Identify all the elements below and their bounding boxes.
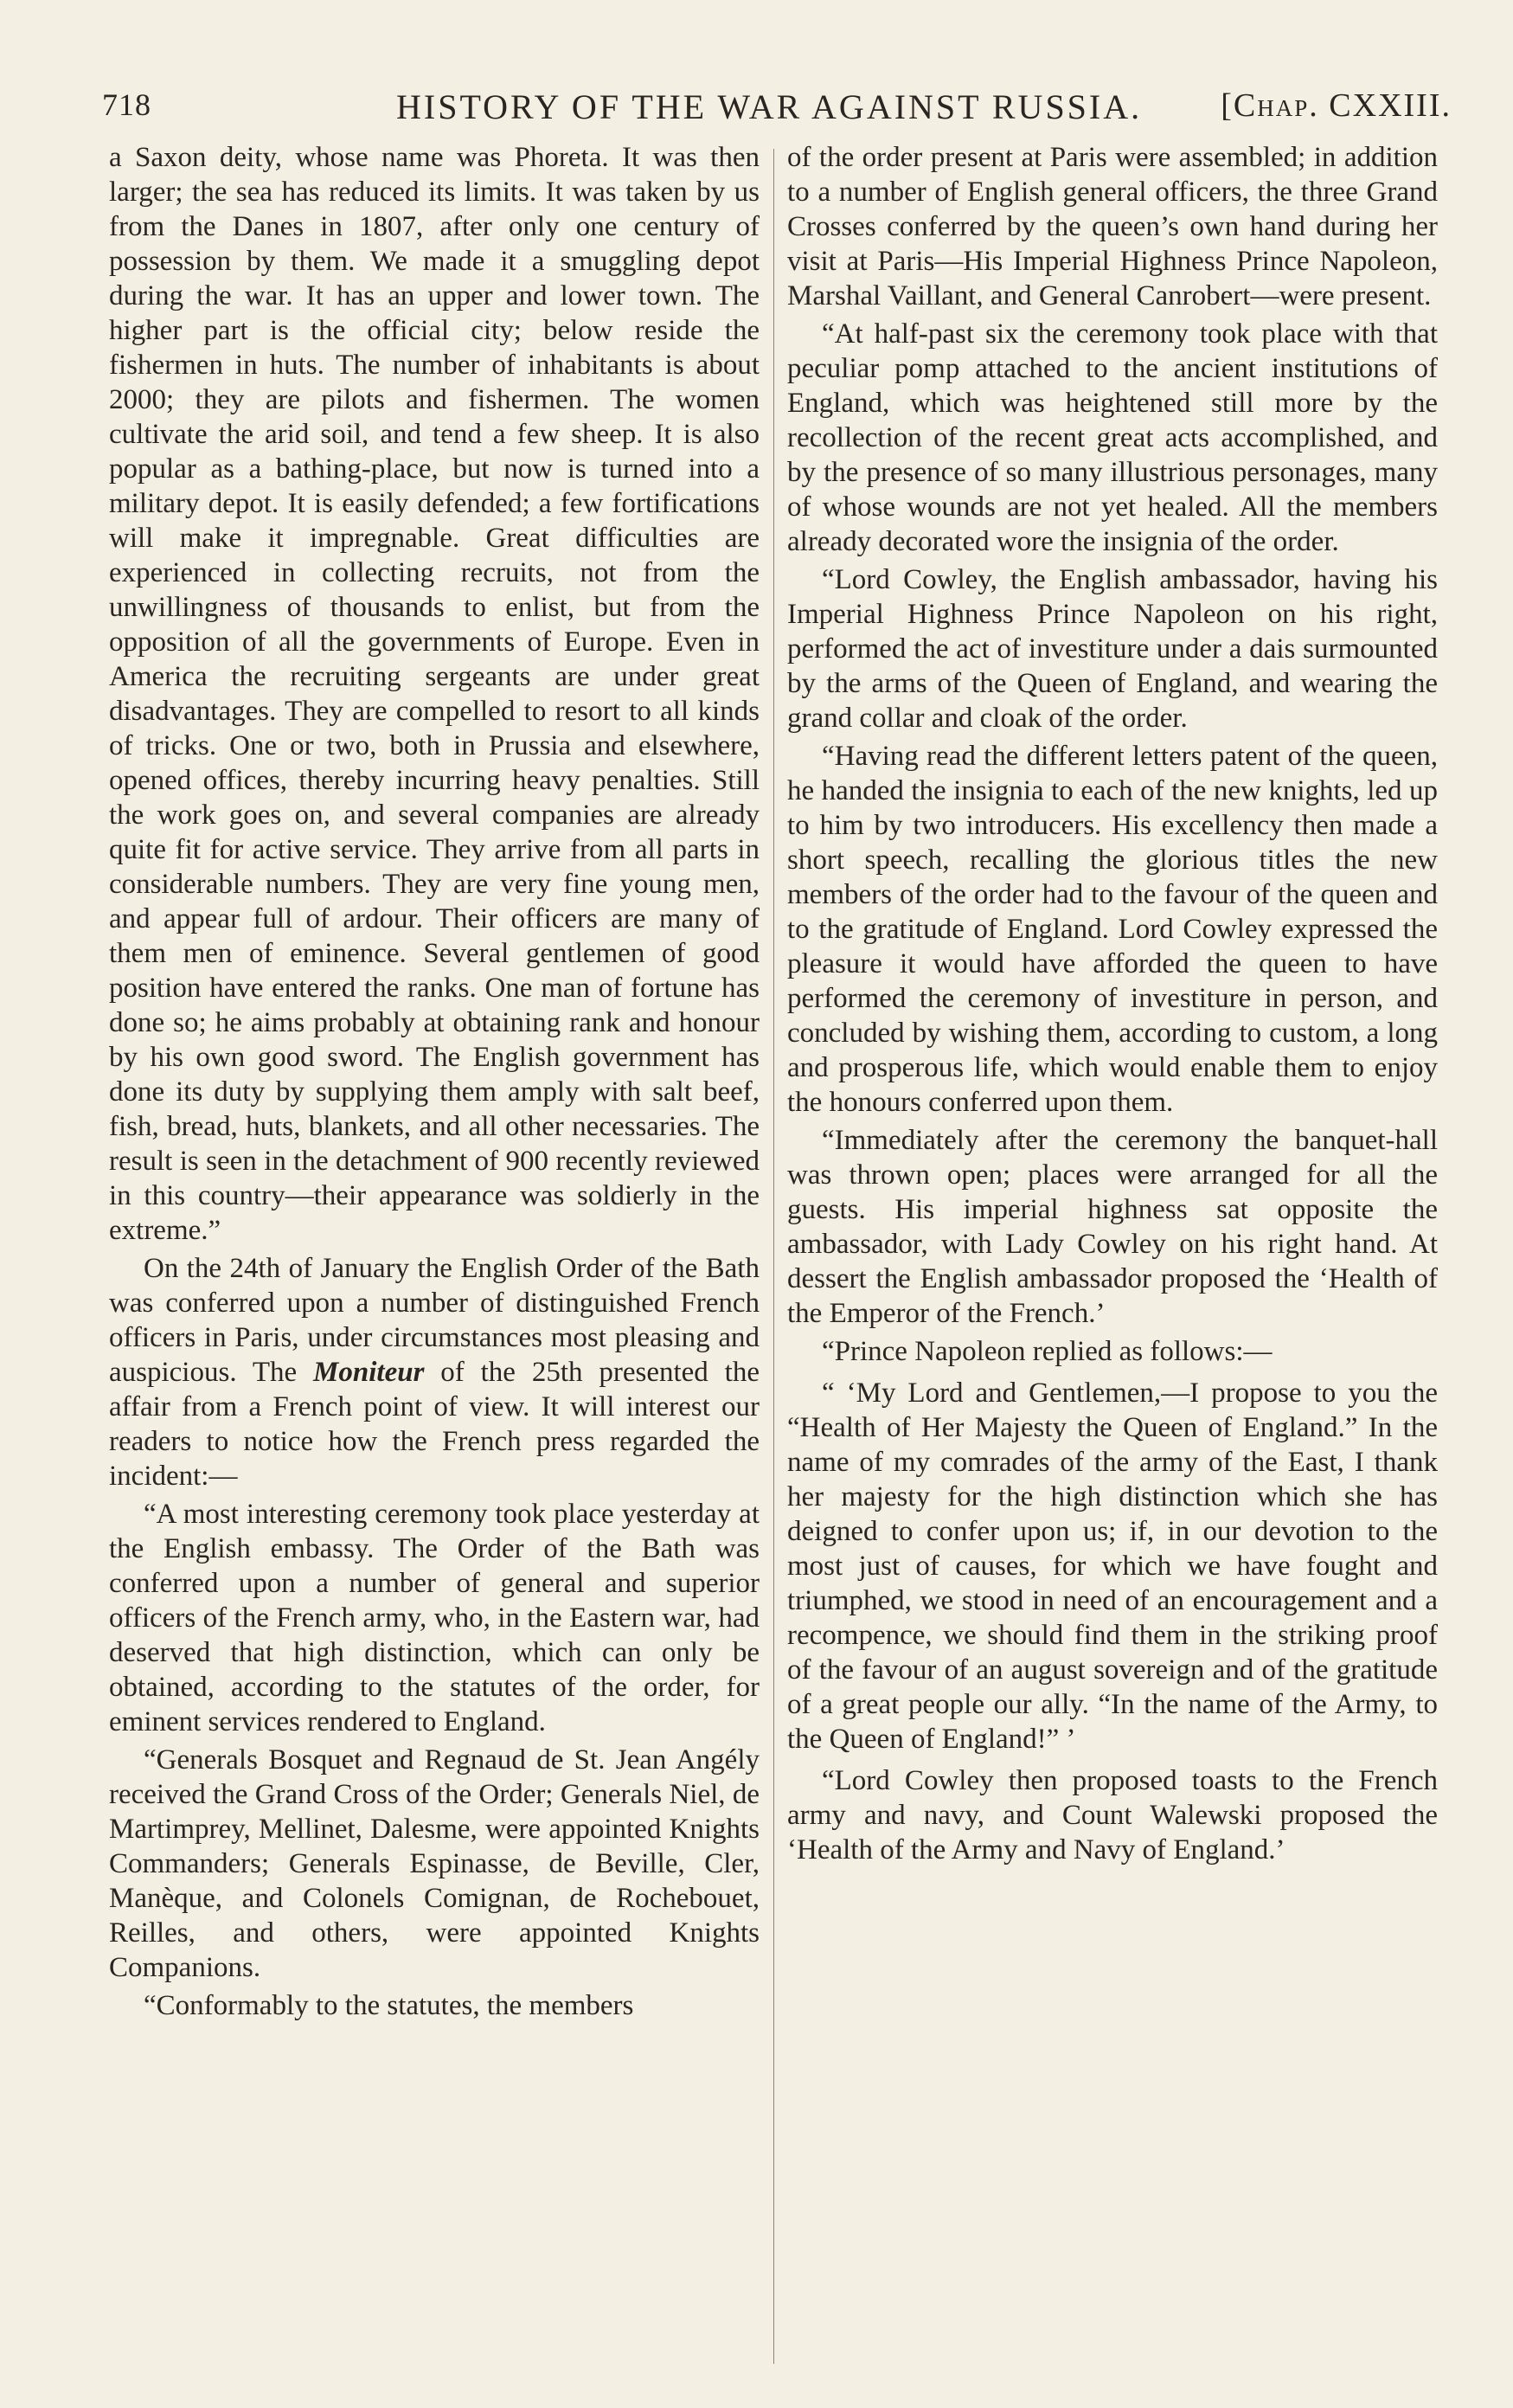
paragraph-text: of the 25th presented the affair from a French point of view. It will interest our readers to notice how the French press regarded the incident:— — [109, 1357, 760, 1492]
paragraph: “At half-past six the ceremony took place with that peculiar pomp attached to the ancient institutions of England, which was heightened still more by the recollection of the recent great acts accomplished, and by the presence of so many illustrious personages, many of whose wounds are not yet healed. All the members already decorated wore the insignia of the order. — [787, 318, 1438, 557]
paragraph — [109, 1251, 760, 1493]
newspaper-title: Moniteur — [313, 1357, 425, 1388]
left-column — [109, 140, 760, 2026]
paragraph: “Immediately after the ceremony the banquet-hall was thrown open; places were arranged for all the guests. His imperial highness sat opposite the ambassador, with Lady Cowley on his right hand. At dessert the English ambassador proposed the ‘Health of the Emperor of the French.’ — [787, 1125, 1438, 1329]
running-head — [102, 80, 1452, 132]
right-column — [787, 140, 1438, 1871]
paragraph: “Generals Bosquet and Regnaud de St. Jean Angély received the Grand Cross of the Order; Generals Niel, de Martimprey, Mellinet, Dalesme, were appointed Knights Commanders; Generals Espinasse, de Beville, Cler, Manèque, and Colonels Comignan, de Rochebouet, Reilles, and others, were appointed Knights Companions. — [109, 1744, 760, 1983]
text-columns — [109, 140, 1441, 2373]
paragraph: “Conformably to the statutes, the members — [144, 1990, 634, 2021]
column-divider — [773, 149, 774, 2364]
paragraph: “A most interesting ceremony took place yesterday at the English embassy. The Order of the Bath was conferred upon a number of general and superior officers of the French army, who, in the Eastern war, had deserved that high distinction, which can only be obtained, according to the statutes of the order, for eminent services rendered to England. — [109, 1499, 760, 1737]
paragraph-text: On the 24th of January the English Order of the Bath was conferred upon a number of distinguished French officers in Paris, under circumstances most pleasing and auspicious. The — [109, 1253, 760, 1388]
chapter-label: [Chap. CXXIII. — [1221, 87, 1452, 124]
page-number: 718 — [102, 87, 151, 122]
paragraph: “Lord Cowley then proposed toasts to the French army and navy, and Count Walewski proposed the ‘Health of the Army and Navy of England.’ — [787, 1765, 1438, 1865]
paragraph: of the order present at Paris were assembled; in addition to a number of English general officers, the three Grand Crosses conferred by the queen’s own hand during her visit at Paris—His Imperial Highness Prince Napoleon, Marshal Vaillant, and General Canrobert—were present. — [787, 142, 1438, 311]
paragraph: a Saxon deity, whose name was Phoreta. It was then larger; the sea has reduced its limits. It was taken by us from the Danes in 1807, after only one century of possession by them. We made it a smuggling depot during the war. It has an upper and lower town. The higher part is the official city; below reside the fishermen in huts. The number of inhabitants is about 2000; they are pilots and fishermen. The women cultivate the arid soil, and tend a few sheep. It is also popular as a bathing-place, but now is turned into a military depot. It is easily defended; a few fortifications will make it impregnable. Great difficulties are experienced in collecting recruits, not from the unwillingness of thousands to enlist, but from the opposition of all the governments of Europe. Even in America the recruiting sergeants are under great disadvantages. They are compelled to resort to all kinds of tricks. One or two, both in Prussia and elsewhere, opened offices, thereby incurring heavy penalties. Still the work goes on, and several companies are already quite fit for active service. They arrive from all parts in considerable numbers. They are very fine young men, and appear full of ardour. Their officers are many of them men of eminence. Several gentlemen of good position have entered the ranks. One man of fortune has done so; he aims probably at obtaining rank and honour by his own good sword. The English government has done its duty by supplying them amply with salt beef, fish, bread, huts, blankets, and all other necessaries. The result is seen in the detachment of 900 recently reviewed in this country—their appearance was soldierly in the extreme.” — [109, 142, 760, 1246]
paragraph: “Prince Napoleon replied as follows:— — [822, 1336, 1273, 1367]
book-title: HISTORY OF THE WAR AGAINST RUSSIA. — [396, 87, 1143, 126]
paragraph: “ ‘My Lord and Gentlemen,—I propose to you the “Health of Her Majesty the Queen of England.” In the name of my comrades of the army of the East, I thank her majesty for the high distinction which she has deigned to confer upon us; if, in our devotion to the most just of causes, for which we have fought and triumphed, we stood in need of an encouragement and a recompence, we should find them in the striking proof of the favour of an august sovereign and of the gratitude of a great people our ally. “In the name of the Army, to the Queen of England!” ’ — [787, 1377, 1438, 1755]
paragraph: “Lord Cowley, the English ambassador, having his Imperial Highness Prince Napoleon on his right, performed the act of investiture under a dais surmounted by the arms of the Queen of England, and wearing the grand collar and cloak of the order. — [787, 564, 1438, 734]
paragraph: “Having read the different letters patent of the queen, he handed the insignia to each of the new knights, led up to him by two introducers. His excellency then made a short speech, recalling the glorious titles the new members of the order had to the favour of the queen and to the gratitude of England. Lord Cowley expressed the pleasure it would have afforded the queen to have performed the ceremony of investiture in person, and concluded by wishing them, according to custom, a long and prosperous life, which would enable them to enjoy the honours conferred upon them. — [787, 741, 1438, 1118]
